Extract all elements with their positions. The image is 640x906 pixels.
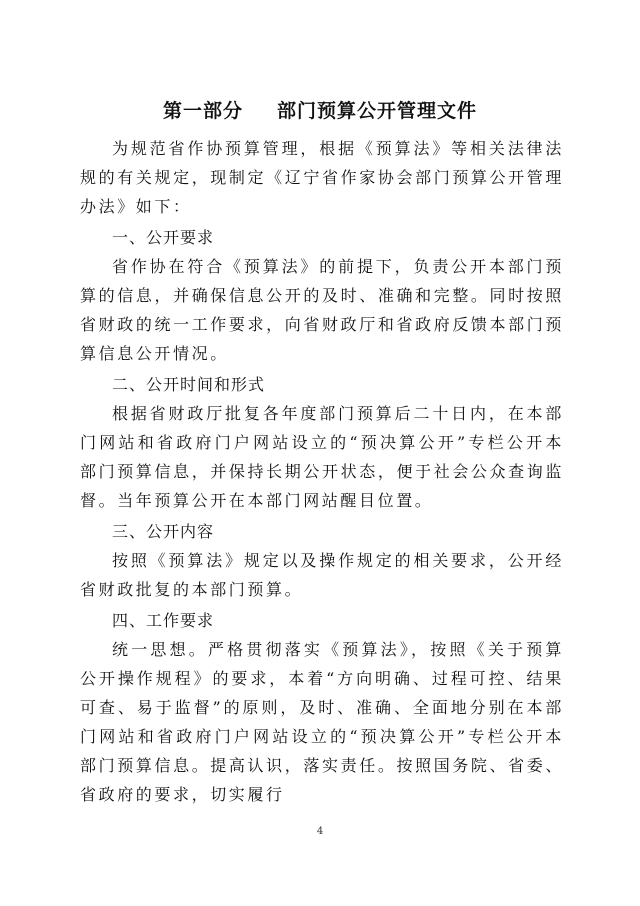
title-part: 第一部分 xyxy=(162,100,243,122)
section-text-requirements: 省作协在符合《预算法》的前提下，负责公开本部门预算的信息，并确保信息公开的及时、准确和完整。同时按照省财政的统一工作要求，向省财政厅和省政府反馈本部门预算信息公开情况。 xyxy=(80,257,564,363)
section-text-content: 按照《预算法》规定以及操作规定的相关要求，公开经省财政批复的本部门预算。 xyxy=(80,551,564,599)
section-heading-content: 三、公开内容 xyxy=(112,522,215,541)
section-heading-time-form: 二、公开时间和形式 xyxy=(112,375,266,394)
section-heading-requirements: 一、公开要求 xyxy=(112,228,215,247)
page-number: 4 xyxy=(316,826,324,837)
page-title xyxy=(0,96,640,123)
title-main: 部门预算公开管理文件 xyxy=(277,100,478,122)
document-body xyxy=(80,134,564,809)
section-text-work-requirements: 统一思想。严格贯彻落实《预算法》，按照《关于预算公开操作规程》的要求，本着“方向明确、过程可控、结果可查、易于监督”的原则，及时、准确、全面地分别在本部门网站和省政府门户网站设立的“预决算公开”专栏公开本部门预算信息。提高认识，落实责任。按照国务院、省委、省政府的要求，切实履行 xyxy=(80,640,564,804)
section-text-time-form: 根据省财政厅批复各年度部门预算后二十日内，在本部门网站和省政府门户网站设立的“预决算公开”专栏公开本部门预算信息，并保持长期公开状态，便于社会公众查询监督。当年预算公开在本部门网站醒目位置。 xyxy=(80,404,564,510)
intro-paragraph: 为规范省作协预算管理，根据《预算法》等相关法律法规的有关规定，现制定《辽宁省作家协会部门预算公开管理办法》如下： xyxy=(80,139,564,216)
section-heading-work-requirements: 四、工作要求 xyxy=(112,611,215,630)
